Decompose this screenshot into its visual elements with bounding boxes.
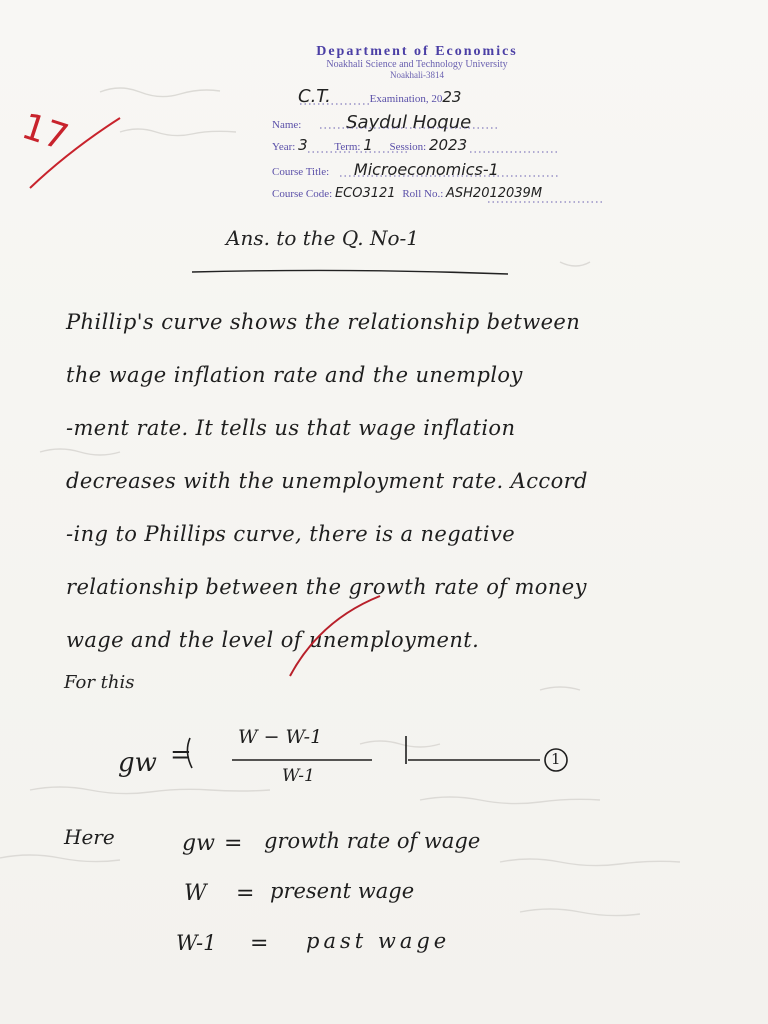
university-address: Noakhali-3814 <box>390 70 444 80</box>
course-code-label: Course Code: <box>272 188 333 200</box>
exam-label: Examination, 20 <box>369 93 443 105</box>
session-label: Session: <box>389 141 427 153</box>
name-value: Saydul Hoque <box>346 112 472 133</box>
year-value: 3 <box>298 136 308 154</box>
def-symbol: W-1 <box>176 931 217 955</box>
def-equals: = <box>224 831 243 856</box>
roll-label: Roll No.: <box>402 188 444 200</box>
def-symbol: gw <box>182 831 215 856</box>
body-line: wage and the level of unemployment. <box>66 628 480 652</box>
def-text: growth rate of wage <box>264 829 481 853</box>
course-title-label: Course Title: <box>272 166 330 178</box>
formula-equals: = <box>170 740 192 770</box>
term-label: Term: <box>334 141 361 153</box>
session-value: 2023 <box>428 136 468 154</box>
equation-number: 1 <box>551 750 561 768</box>
name-label: Name: <box>272 119 302 131</box>
body-line: the wage inflation rate and the unemploy <box>66 363 523 387</box>
exam-value: C.T. <box>298 86 331 107</box>
body-line: Phillip's curve shows the relationship between <box>66 310 581 334</box>
def-text: present wage <box>270 879 415 903</box>
course-title-value: Microeconomics-1 <box>353 160 499 179</box>
score-mark: 17 <box>16 105 74 160</box>
roll-value: ASH2012039M <box>446 186 543 201</box>
body-line: -ing to Phillips curve, there is a negative <box>66 522 516 546</box>
formula-denominator: W-1 <box>282 766 315 786</box>
body-line: relationship between the growth rate of money <box>66 575 587 599</box>
department-name: Department of Economics <box>316 44 518 59</box>
def-text: past wage <box>306 929 451 953</box>
formula-lhs: gw <box>118 748 157 778</box>
term-value: 1 <box>363 136 373 154</box>
formula-numerator: W − W-1 <box>238 726 323 748</box>
year-label: Year: <box>272 141 296 153</box>
course-code-value: ECO3121 <box>334 186 396 201</box>
here-label: Here <box>64 825 115 849</box>
def-symbol: W <box>184 881 207 906</box>
def-equals: = <box>236 881 255 906</box>
body-line: -ment rate. It tells us that wage inflation <box>66 416 516 440</box>
exam-year: 23 <box>442 88 462 106</box>
body-line: decreases with the unemployment rate. Accord <box>66 469 588 493</box>
def-equals: = <box>250 931 269 956</box>
for-this-label: For this <box>64 672 135 693</box>
university-name: Noakhali Science and Technology University <box>326 59 508 70</box>
answer-title: Ans. to the Q. No-1 <box>226 226 419 250</box>
